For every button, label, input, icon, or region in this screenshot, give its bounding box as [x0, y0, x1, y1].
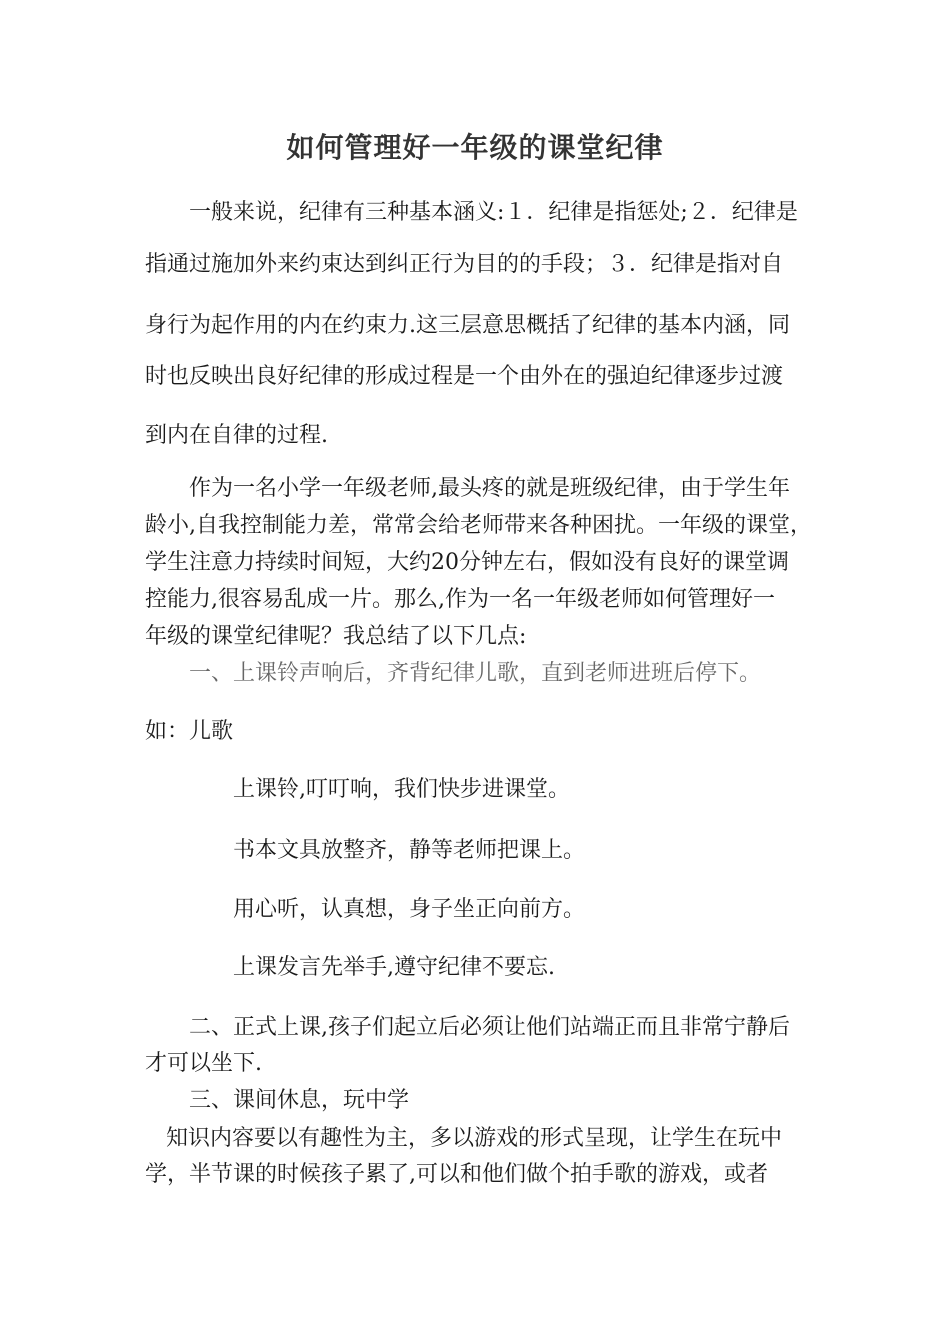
paragraph2-line: 控能力,很容易乱成一片。那么,作为一名一年级老师如何管理好一	[145, 587, 775, 612]
poem-line: 上课铃,叮叮响，我们快步进课堂。	[233, 777, 570, 802]
point1-heading: 一、上课铃声响后，齐背纪律儿歌，直到老师进班后停下。	[189, 661, 762, 686]
example-label: 如：儿歌	[145, 719, 234, 744]
paragraph3-line: 知识内容要以有趣性为主，多以游戏的形式呈现，让学生在玩中	[166, 1126, 783, 1151]
paragraph2-line: 作为一名小学一年级老师,最头疼的就是班级纪律，由于学生年	[189, 476, 790, 501]
paragraph1-line: 一般来说，纪律有三种基本涵义:１．纪律是指惩处;２．纪律是	[189, 200, 798, 225]
document-title: 如何管理好一年级的课堂纪律	[286, 131, 664, 164]
poem-line: 书本文具放整齐，静等老师把课上。	[233, 838, 586, 863]
paragraph2-line: 年级的课堂纪律呢？我总结了以下几点:	[145, 624, 527, 649]
paragraph1-line: 时也反映出良好纪律的形成过程是一个由外在的强迫纪律逐步过渡	[145, 364, 784, 389]
paragraph2-line: 龄小,自我控制能力差，常常会给老师带来各种困扰。一年级的课堂，	[145, 513, 812, 538]
point2-line: 才可以坐下.	[145, 1051, 262, 1076]
paragraph1-line: 身行为起作用的内在约束力.这三层意思概括了纪律的基本内涵，同	[145, 313, 790, 338]
point2-line: 二、正式上课,孩子们起立后必须让他们站端正而且非常宁静后	[189, 1015, 790, 1040]
paragraph1-line: 指通过施加外来约束达到纠正行为目的的手段；３．纪律是指对自	[145, 252, 784, 277]
poem-line: 上课发言先举手,遵守纪律不要忘.	[233, 955, 555, 980]
paragraph2-line: 学生注意力持续时间短，大约20分钟左右，假如没有良好的课堂调	[145, 550, 789, 575]
point3-heading: 三、课间休息，玩中学	[189, 1088, 410, 1113]
poem-line: 用心听，认真想，身子坐正向前方。	[233, 897, 586, 922]
paragraph1-line: 到内在自律的过程.	[145, 423, 328, 448]
paragraph3-line: 学，半节课的时候孩子累了,可以和他们做个拍手歌的游戏，或者	[145, 1162, 768, 1187]
